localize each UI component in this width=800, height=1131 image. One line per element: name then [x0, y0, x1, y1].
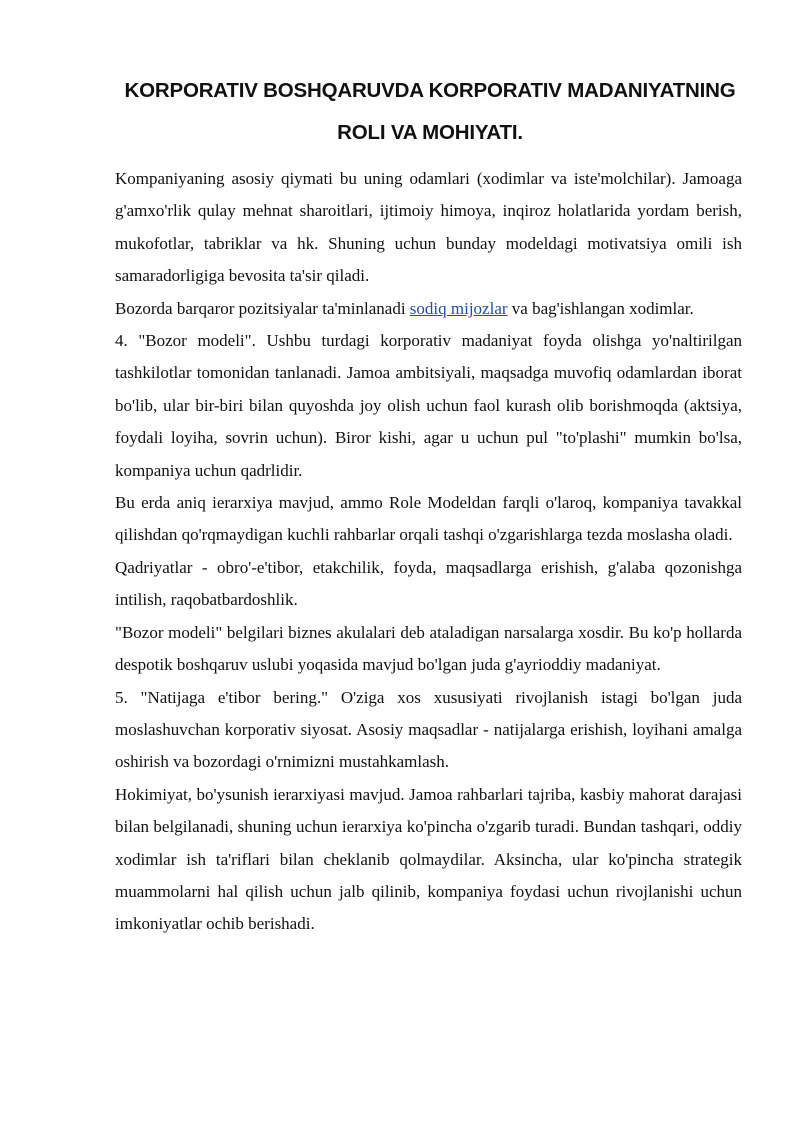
paragraph-values: Qadriyatlar - obro'-e'tibor, etakchilik, foyda, maqsadlarga erishish, g'alaba qozonishga intilish, raqobatbardoshlik. [115, 557, 742, 610]
paragraph-text-after-link: va bag'ishlangan xodimlar. [507, 298, 694, 318]
document-title-line-2: ROLI VA MOHIYATI. [337, 121, 523, 144]
paragraph-text-before-link: Bozorda barqaror pozitsiyalar ta'minlanadi [115, 298, 410, 318]
paragraph-authority: Hokimiyat, bo'ysunish ierarxiyasi mavjud. Jamoa rahbarlari tajriba, kasbiy mahorat darajasi bilan belgilanadi, shuning uchun ierarxiya ko'pincha o'zgarib turadi. Bundan tashqari, oddiy xodimlar ish ta'riflari bilan cheklanib qolmaydilar. Aksincha, ular ko'pincha strategik muammolarni hal qilish uchun jalb qilinib, kompaniya foydasi uchun rivojlanishi uchun imkoniyatlar ochib berishadi. [115, 784, 742, 934]
document-title-line-1: KORPORATIV BOSHQARUVDA KORPORATIV MADANIYATNING [124, 79, 736, 102]
loyal-customers-link[interactable]: sodiq mijozlar [409, 298, 508, 318]
paragraph-market-model: 4. "Bozor modeli". Ushbu turdagi korporativ madaniyat foyda olishga yo'naltirilgan tashkilotlar tomonidan tanlanadi. Jamoa ambitsiyali, maqsadga muvofiq odamlardan iborat bo'lib, ular bir-biri bilan quyoshda joy olish uchun faol kurash olib borishmoqda (aktsiya, foydali loyiha, sovrin uchun). Biror kishi, agar u uchun pul "to'plashi" mumkin bo'lsa, kompaniya uchun qadrlidir. [115, 331, 742, 480]
paragraph-result-focus: 5. "Natijaga e'tibor bering." O'ziga xos xususiyati rivojlanish istagi bo'lgan juda moslashuvchan korporativ siyosat. Asosiy maqsadlar - natijalarga erishish, loyihani amalga oshirish va bozordagi o'rnimizni mustahkamlash. [115, 687, 742, 772]
paragraph-business-sharks: "Bozor modeli" belgilari biznes akulalari deb ataladigan narsalarga xosdir. Bu ko'p hollarda despotik boshqaruv uslubi yoqasida mavjud bo'lgan juda g'ayrioddiy madaniyat. [115, 622, 742, 675]
paragraph-market-positions [115, 293, 742, 325]
document-body [115, 163, 742, 941]
paragraph-company-value: Kompaniyaning asosiy qiymati bu uning odamlari (xodimlar va iste'molchilar). Jamoaga g'amxo'rlik qulay mehnat sharoitlari, ijtimoiy himoya, inqiroz holatlarida yordam berish, mukofotlar, tabriklar va hk. Shuning uchun bunday modeldagi motivatsiya omili ish samaradorligiga bevosita ta'sir qiladi. [115, 169, 742, 286]
paragraph-hierarchy: Bu erda aniq ierarxiya mavjud, ammo Role Modeldan farqli o'laroq, kompaniya tavakkal qilishdan qo'rqmaydigan kuchli rahbarlar orqali tashqi o'zgarishlarga tezda moslasha oladi. [115, 493, 742, 545]
